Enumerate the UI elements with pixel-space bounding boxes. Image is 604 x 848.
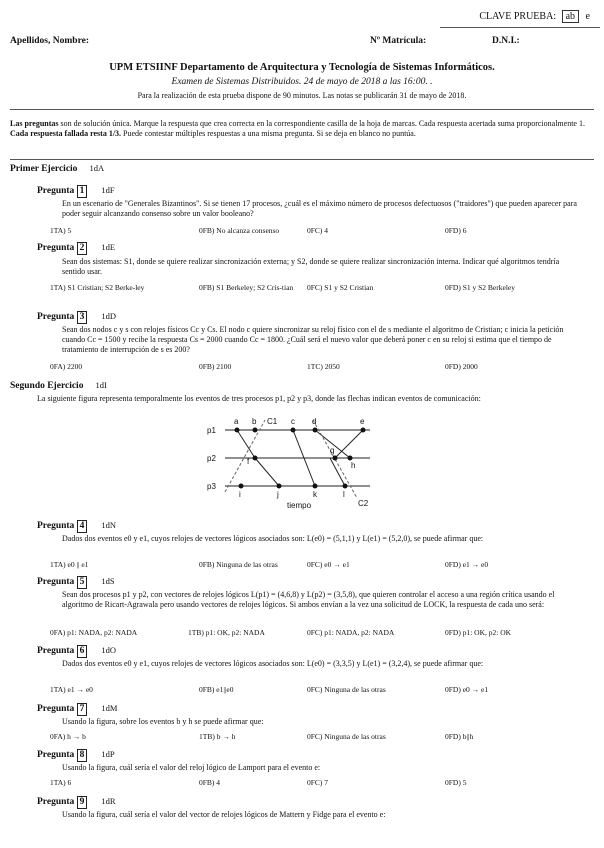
- section-title-2: Segundo Ejercicio 1dI: [10, 380, 107, 391]
- option-a[interactable]: 1TA) S1 Cristian; S2 Berke-ley: [50, 283, 145, 292]
- label-p1: p1: [207, 426, 216, 435]
- option-d[interactable]: 0FD) b||h: [445, 732, 474, 741]
- question-8-header: Pregunta 8 1dP: [37, 749, 115, 760]
- option-a[interactable]: 1TA) e1 → e0: [50, 685, 93, 694]
- dni-label: D.N.I.:: [492, 36, 520, 46]
- option-d[interactable]: 0FD) p1: OK, p2: OK: [445, 628, 512, 637]
- apellidos-label: Apellidos, Nombre:: [10, 36, 89, 46]
- label-p3: p3: [207, 482, 216, 491]
- event-l: [343, 484, 348, 489]
- event-k: [313, 484, 318, 489]
- option-c[interactable]: 0FC) Ninguna de las otras: [307, 732, 386, 741]
- option-a[interactable]: 1TA) 6: [50, 778, 72, 787]
- option-b[interactable]: 1TB) b → h: [199, 732, 236, 741]
- option-b[interactable]: 0FB) No alcanza consenso: [199, 226, 280, 235]
- question-5-options: [50, 628, 590, 638]
- label-f: f: [247, 457, 250, 466]
- question-1-text: En un escenario de "Generales Bizantinos". Si se tienen 17 procesos, ¿cuál es el máximo número de procesos defectuosos ("traidores") que pueden aparecer para poder seguir alcanzando consenso sobre un valor booleano?: [62, 199, 577, 218]
- event-a: [235, 428, 240, 433]
- event-diagram: [195, 412, 395, 512]
- question-4-text: Dados dos eventos e0 y e1, cuyos relojes de vectores lógicos asociados son: L(e0) = (5,1,1) y L(e1) = (5,2,0), se puede afirmar que:: [62, 534, 484, 543]
- question-9-text: Usando la figura, cuál sería el valor del vector de relojes lógicos de Mattern y Fidge para el evento e:: [62, 810, 386, 819]
- message-g-e: [335, 430, 363, 458]
- question-6-text: Dados dos eventos e0 y e1, cuyos relojes de vectores lógicos asociados son: L(e0) = (3,3,5) y L(e1) = (3,2,4), se puede afirmar que:: [62, 659, 484, 668]
- clave-value: ab: [562, 10, 579, 23]
- header-line: [440, 27, 600, 28]
- event-b: [253, 428, 258, 433]
- label-c2: C2: [358, 499, 369, 508]
- option-d[interactable]: 0FD) e1 → e0: [445, 560, 489, 569]
- option-b[interactable]: 0FB) Ninguna de las otras: [199, 560, 278, 569]
- event-d: [313, 428, 318, 433]
- message-a-f: [237, 430, 255, 458]
- label-l: l: [343, 490, 345, 499]
- label-b: b: [252, 417, 257, 426]
- event-g: [333, 456, 338, 461]
- option-c[interactable]: 1TC) 2050: [307, 362, 340, 371]
- divider: [10, 109, 594, 110]
- question-2-text: Sean dos sistemas: S1, donde se quiere realizar sincronización externa; y S2, donde se quiere realizar sincronización interna. Indicar qué algoritmos tendría sentido usar.: [62, 257, 560, 276]
- section-title-1: Primer Ejercicio 1dA: [10, 163, 105, 174]
- option-a[interactable]: 0FA) 2200: [50, 362, 83, 371]
- label-d: d: [312, 417, 317, 426]
- label-k: k: [313, 490, 317, 499]
- question-3-options: [50, 362, 590, 372]
- question-4-header: Pregunta 4 1dN: [37, 520, 117, 531]
- event-h: [348, 456, 353, 461]
- label-e: e: [360, 417, 365, 426]
- exam-subtitle: Examen de Sistemas Distribuidos. 24 de mayo de 2018 a las 16:00. .: [171, 77, 433, 87]
- option-b[interactable]: 0FB) 4: [199, 778, 221, 787]
- question-3-text: Sean dos nodos c y s con relojes físicos Cc y Cs. El nodo c quiere sincronizar su reloj físico con el de s mediante el algoritmo de Cristian; c inicia la petición cuando Cc = 1500 y recibe la respuesta Cs = 2000 cuando Cc = 1800. ¿Cuál será el nuevo valor que deberá poner c en su reloj si estima que el tiempo de tratamiento de interrupción de s es 200?: [62, 325, 564, 354]
- question-7-header: Pregunta 7 1dM: [37, 703, 118, 714]
- option-b[interactable]: 0FB) S1 Berkeley; S2 Cris-tian: [199, 283, 294, 292]
- option-b[interactable]: 0FB) 2100: [199, 362, 232, 371]
- label-p2: p2: [207, 454, 216, 463]
- cut-c1: [225, 420, 265, 492]
- question-7-options: [50, 732, 590, 742]
- label-c: c: [291, 417, 295, 426]
- event-j: [277, 484, 282, 489]
- label-tiempo: tiempo: [287, 501, 312, 510]
- option-b[interactable]: 0FB) e1||e0: [199, 685, 234, 694]
- event-i: [239, 484, 244, 489]
- event-f: [253, 456, 258, 461]
- option-a[interactable]: 0FA) h → b: [50, 732, 86, 741]
- question-5-text: Sean dos procesos p1 y p2, con vectores de relojes lógicos L(p1) = (4,6,8) y L(p2) = (3,5,8), que quieren controlar el acceso a una región crítica usando el algoritmo de Ricart-Agrawala pero usando vectores de relojes lógicos. Si ambos envían a la vez una solicitud de LOCK, la respuesta de cada uno será:: [62, 590, 555, 609]
- option-d[interactable]: 0FD) S1 y S2 Berkeley: [445, 283, 515, 292]
- option-c[interactable]: 0FC) 4: [307, 226, 329, 235]
- instructions: Las preguntas son de solución única. Marque la respuesta que crea correcta en la correspondiente casilla de la hoja de marcas. Cada respuesta acertada suma proporcionalmente 1. Cada respuesta fallada resta 1/3. Puede contestar múltiples respuestas a una misma pregunta. Si se deja en blanco no puntúa.: [10, 119, 585, 138]
- question-6-options: [50, 685, 590, 695]
- question-9-header: Pregunta 9 1dR: [37, 796, 116, 807]
- question-1-options: [50, 226, 590, 236]
- label-a: a: [234, 417, 239, 426]
- option-d[interactable]: 0FD) 5: [445, 778, 467, 787]
- option-c[interactable]: 0FC) S1 y S2 Cristian: [307, 283, 374, 292]
- option-a[interactable]: 1TA) e0 || e1: [50, 560, 89, 569]
- question-3-header: Pregunta 3 1dD: [37, 311, 117, 322]
- message-l-g: [330, 458, 345, 486]
- label-c1: C1: [267, 417, 278, 426]
- clave-prueba: CLAVE PRUEBA: ab e: [479, 11, 590, 22]
- clave-extra: e: [585, 11, 590, 22]
- question-7-text: Usando la figura, sobre los eventos b y h se puede afirmar que:: [62, 717, 264, 726]
- option-c[interactable]: 0FC) p1: NADA, p2: NADA: [307, 628, 395, 637]
- question-6-header: Pregunta 6 1dO: [37, 645, 117, 656]
- matricula-label: Nº Matrícula:: [370, 36, 427, 46]
- page-title: UPM ETSIINF Departamento de Arquitectura y Tecnología de Sistemas Informáticos.: [109, 62, 495, 73]
- exam-note: Para la realización de esta prueba dispone de 90 minutos. Las notas se publicarán 31 de mayo de 2018.: [137, 91, 467, 100]
- question-1-header: Pregunta 1 1dF: [37, 185, 115, 196]
- question-8-text: Usando la figura, cuál sería el valor del reloj lógico de Lamport para el evento e:: [62, 763, 321, 772]
- question-5-header: Pregunta 5 1dS: [37, 576, 115, 587]
- label-i: i: [239, 490, 241, 499]
- event-e: [361, 428, 366, 433]
- option-c[interactable]: 0FC) Ninguna de las otras: [307, 685, 386, 694]
- label-j: j: [277, 490, 279, 499]
- option-d[interactable]: 0FD) 2000: [445, 362, 478, 371]
- option-d[interactable]: 0FD) 6: [445, 226, 467, 235]
- question-2-options: [50, 283, 590, 303]
- question-2-header: Pregunta 2 1dE: [37, 242, 116, 253]
- message-f-j: [255, 458, 279, 486]
- question-4-options: [50, 560, 590, 570]
- option-c[interactable]: 0FC) 7: [307, 778, 329, 787]
- option-a[interactable]: 1TA) 5: [50, 226, 72, 235]
- option-d[interactable]: 0FD) e0 → e1: [445, 685, 489, 694]
- figure-intro: La siguiente figura representa temporalmente los eventos de tres procesos p1, p2 y p3, donde las flechas indican eventos de comunicación:: [37, 394, 481, 403]
- label-g: g: [330, 446, 335, 455]
- event-c: [291, 428, 296, 433]
- option-a[interactable]: 0FA) p1: NADA, p2: NADA: [50, 628, 138, 637]
- option-c[interactable]: 0FC) e0 → e1: [307, 560, 350, 569]
- label-h: h: [351, 461, 356, 470]
- option-b[interactable]: 1TB) p1: OK, p2: NADA: [188, 628, 265, 637]
- divider: [10, 159, 594, 160]
- question-8-options: [50, 778, 590, 788]
